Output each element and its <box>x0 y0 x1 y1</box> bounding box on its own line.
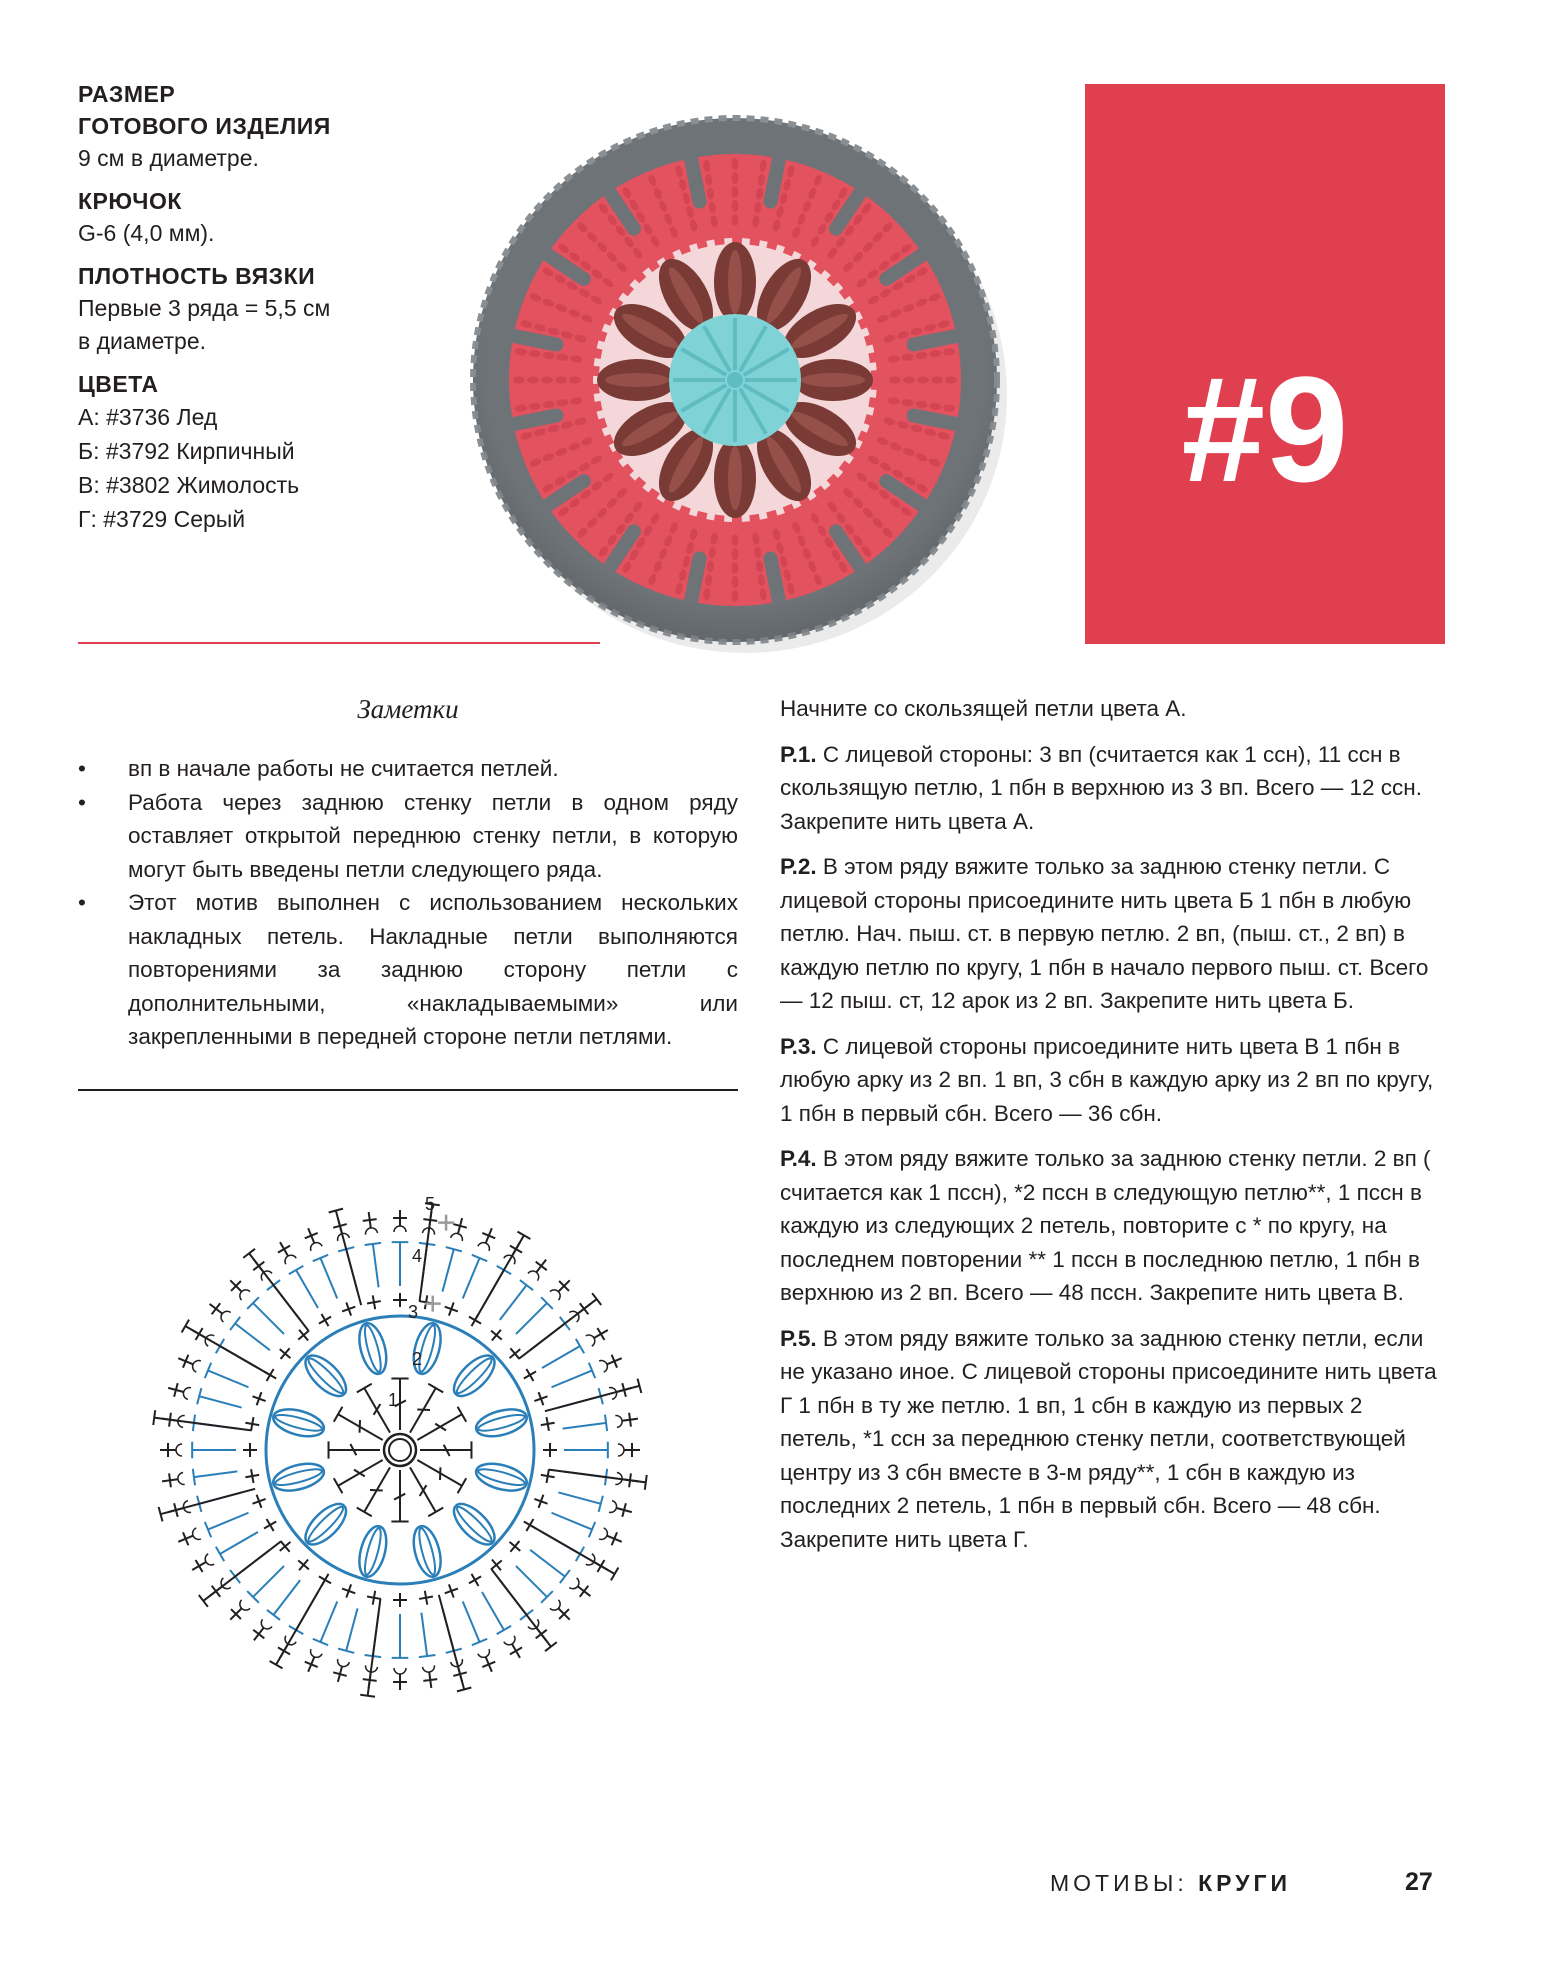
puff-symbol-inner <box>362 1324 384 1373</box>
row-label: Р.4. <box>780 1146 817 1171</box>
sc-symbol <box>225 1603 246 1624</box>
spike-dc <box>185 1326 270 1375</box>
sc-symbol <box>422 1671 438 1689</box>
note-item <box>78 752 738 786</box>
sc-symbol <box>465 1570 484 1589</box>
hdc-stitch <box>194 1471 238 1477</box>
hdc-top <box>560 1570 570 1583</box>
spike-dc <box>475 1235 524 1320</box>
bullet: • <box>78 890 86 915</box>
dc-top <box>458 1478 467 1493</box>
hdc-stitch <box>482 1592 504 1630</box>
spike-dc <box>160 1489 255 1514</box>
spike-dc <box>439 1595 464 1690</box>
sc-symbol <box>160 1443 176 1457</box>
note-text: Этот мотив выполнен с использованием нескольких накладных петель. Накладные петли выполняются повторениями за заднюю сторону петли с дополнительными, «накладываемыми» или закрепленными в передней стороне петли петлями. <box>128 890 738 1049</box>
instruction-row <box>780 1142 1445 1310</box>
spike-dc <box>249 1253 309 1331</box>
join-marker <box>438 1215 454 1231</box>
size-heading: РАЗМЕР <box>78 81 176 107</box>
back-loop-mark <box>259 1619 272 1631</box>
sc-symbol <box>573 1581 594 1602</box>
sc-symbol <box>393 1674 407 1690</box>
spike-dc-top <box>518 1232 531 1239</box>
back-loop-mark <box>309 1241 322 1251</box>
running-footer <box>1050 1870 1291 1897</box>
puff-symbol-inner <box>274 1412 323 1434</box>
spike-dc <box>491 1569 551 1647</box>
instruction-row <box>780 1322 1445 1557</box>
back-loop-mark <box>394 1668 406 1674</box>
back-loop-mark <box>586 1333 597 1346</box>
sc-symbol <box>248 1623 269 1644</box>
sc-symbol <box>540 1416 556 1432</box>
spike-dc <box>203 1541 281 1601</box>
sc-symbol <box>261 1515 280 1534</box>
hdc-stitch <box>373 1244 379 1288</box>
hdc-stitch <box>208 1513 249 1530</box>
sc-symbol <box>532 1492 550 1510</box>
specifications <box>78 78 438 536</box>
instructions-intro: Начните со скользящей петли цвета А. <box>780 696 1187 721</box>
sc-symbol <box>315 1311 334 1330</box>
sc-symbol <box>340 1582 358 1600</box>
sc-symbol <box>275 1344 295 1364</box>
spike-dc <box>336 1210 361 1305</box>
dc-top <box>334 1478 343 1493</box>
hdc-stitch <box>463 1602 480 1643</box>
sc-symbol <box>506 1640 526 1661</box>
row-label: Р.1. <box>780 741 817 767</box>
row-label: Р.3. <box>780 1033 817 1059</box>
hdc-stitch <box>500 1285 527 1320</box>
color-item: Б: #3792 Кирпичный <box>78 438 295 464</box>
sc-symbol <box>520 1365 539 1384</box>
hdc-stitch <box>516 1303 547 1334</box>
sc-symbol <box>250 1390 268 1408</box>
back-loop-mark <box>394 1226 406 1232</box>
hdc-stitch <box>346 1608 357 1651</box>
divider-black <box>78 1089 738 1091</box>
instructions <box>780 692 1445 1568</box>
back-loop-mark <box>176 1444 182 1456</box>
puff-symbol <box>299 1497 353 1551</box>
sc-symbol <box>166 1381 185 1399</box>
notes-list <box>78 752 738 1054</box>
dc-top <box>458 1407 467 1422</box>
sc-symbol <box>621 1412 639 1428</box>
size-heading-2: ГОТОВОГО ИЗДЕЛИЯ <box>78 113 331 139</box>
puff-symbol <box>409 1523 446 1579</box>
puff-symbol-inner <box>477 1466 526 1488</box>
hdc-stitch <box>530 1550 565 1577</box>
sc-symbol <box>294 1555 314 1575</box>
size-value: 9 см в диаметре. <box>78 145 259 171</box>
spike-dc <box>519 1299 597 1359</box>
bullet: • <box>78 756 86 781</box>
hdc-stitch <box>516 1566 547 1597</box>
sc-symbol <box>250 1492 268 1510</box>
sc-symbol <box>366 1294 382 1310</box>
dc-top <box>357 1508 372 1517</box>
hdc-top <box>605 1415 607 1431</box>
back-loop-mark <box>219 1309 231 1322</box>
motif-number-badge <box>1085 84 1445 644</box>
row-text: С лицевой стороны присоедините нить цвета В 1 пбн в любую арку из 2 вп. 1 вп, 3 сбн в каждую арку из 2 вп по кругу, 1 пбн в первый сбн. Всего — 36 сбн. <box>780 1033 1434 1126</box>
row-label-3: 3 <box>408 1302 419 1322</box>
sc-symbol <box>543 1443 557 1457</box>
note-text: Работа через заднюю стенку петли в одном ряду оставляет открытой переднюю стенку петли, в которую могут быть введены петли следующего ряда. <box>128 789 738 882</box>
color-item: А: #3736 Лед <box>78 404 218 430</box>
spike-dc-top <box>592 1293 601 1305</box>
note-item <box>78 886 738 1054</box>
sc-symbol <box>487 1555 507 1575</box>
crochet-chart <box>120 1170 680 1730</box>
hdc-stitch <box>558 1492 601 1503</box>
hdc-top <box>216 1547 224 1561</box>
sc-symbol <box>531 1255 552 1276</box>
note-item <box>78 786 738 887</box>
hook-value: G-6 (4,0 мм). <box>78 220 215 246</box>
spike-dc-top <box>360 1695 375 1697</box>
puff-symbol-inner <box>416 1527 438 1576</box>
sc-symbol <box>393 1593 407 1607</box>
hdc-top <box>193 1469 195 1485</box>
back-loop-mark <box>478 1649 491 1659</box>
hdc-top <box>419 1655 435 1657</box>
sc-symbol <box>624 1443 640 1457</box>
back-loop-mark <box>599 1359 609 1372</box>
crochet-motif-photo <box>455 100 1015 660</box>
hdc-stitch <box>552 1513 593 1530</box>
back-loop-mark <box>309 1649 322 1659</box>
spike-dc-top <box>153 1410 155 1425</box>
sc-symbol <box>274 1239 294 1260</box>
row-text: С лицевой стороны: 3 вп (считается как 1 ссн), 11 ссн в скользящую петлю, 1 пбн в верхнюю из 3 вп. Всего — 12 ссн. Закрепите нить цвета А. <box>780 741 1422 834</box>
row-label-5: 5 <box>425 1194 436 1214</box>
puff-symbol <box>355 1523 392 1579</box>
sc-symbol <box>393 1210 407 1226</box>
row-label-4: 4 <box>412 1246 423 1266</box>
sc-symbol <box>340 1300 358 1318</box>
sc-symbol <box>553 1603 574 1624</box>
note-text: вп в начале работы не считается петлей. <box>128 756 559 781</box>
hdc-stitch <box>273 1580 300 1615</box>
back-loop-mark <box>478 1241 491 1251</box>
sc-symbol <box>505 1344 525 1364</box>
bullet: • <box>78 789 86 815</box>
back-loop-mark <box>191 1528 201 1541</box>
spike-dc-top <box>270 1661 283 1668</box>
photo-shade <box>473 118 997 642</box>
motif-number: #9 <box>1181 345 1349 513</box>
notes-title: Заметки <box>357 694 459 724</box>
back-loop-mark <box>283 1253 296 1264</box>
hdc-top <box>267 1610 280 1620</box>
puff-symbol <box>473 1405 529 1442</box>
color-item: В: #3802 Жимолость <box>78 472 300 498</box>
hdc-stitch <box>253 1566 284 1597</box>
hdc-top <box>230 1317 240 1330</box>
hdc-top <box>497 1626 511 1634</box>
dc-top <box>334 1407 343 1422</box>
hdc-stitch <box>253 1303 284 1334</box>
row-label: Р.5. <box>780 1325 817 1351</box>
back-loop-mark <box>504 1636 517 1647</box>
sc-symbol <box>615 1501 634 1519</box>
hdc-stitch <box>296 1270 318 1308</box>
sc-symbol <box>205 1298 226 1319</box>
hook-heading: КРЮЧОК <box>78 188 182 214</box>
sc-symbol <box>553 1275 574 1296</box>
row-text: В этом ряду вяжите только за заднюю стенку петли. 2 вп ( считается как 1 пссн), *2 пссн в следующую петлю**, 1 пссн в каждую из следующих 2 петель, повторите с * по кругу, на последнем повторении ** 1 пссн в последнюю петлю, 1 пбн в верхнюю из 2 вп. Всего — 48 пссн. Закрепите нить цвета В. <box>780 1146 1431 1305</box>
color-item: Г: #3729 Серый <box>78 506 246 532</box>
dc-top <box>428 1508 443 1517</box>
spike-dc <box>276 1580 325 1665</box>
sc-symbol <box>505 1537 525 1557</box>
hdc-stitch <box>542 1346 580 1368</box>
instruction-row <box>780 738 1445 839</box>
back-loop-mark <box>618 1444 624 1456</box>
sc-symbol <box>362 1211 378 1229</box>
back-loop-mark <box>191 1359 201 1372</box>
puff-symbol <box>299 1349 353 1403</box>
puff-symbol-inner <box>274 1466 323 1488</box>
hdc-top <box>289 1266 303 1274</box>
gauge-value: Первые 3 ряда = 5,5 см <box>78 295 331 321</box>
spike-dc <box>530 1525 615 1574</box>
sc-symbol <box>189 1556 210 1576</box>
dc-top <box>428 1384 443 1393</box>
colors-heading: ЦВЕТА <box>78 371 159 397</box>
puff-symbol-inner <box>477 1412 526 1434</box>
hdc-stitch <box>563 1423 607 1429</box>
puff-symbol <box>270 1405 326 1442</box>
hdc-stitch <box>220 1532 258 1554</box>
chart-symbols <box>153 1203 646 1696</box>
magic-ring-inner <box>389 1439 411 1461</box>
spike-dc-top <box>545 1642 557 1651</box>
instruction-row <box>780 1030 1445 1131</box>
row-text: В этом ряду вяжите только за заднюю стенку петли, если не указано иное. С лицевой стороны присоедините нить цвета Г 1 пбн в ту же петлю. 1 вп, 1 сбн в каждую из первых 2 петель, *1 ссн за переднюю стенку петли, соответствующей центру из 3 сбн вместе в 3-м ряду**, 1 сбн в каждую из последних 2 петель, 1 пбн в первый сбн. Всего — 48 сбн. Закрепите нить цвета Г. <box>780 1325 1437 1552</box>
back-loop-mark <box>609 1501 618 1514</box>
page-number: 27 <box>1405 1868 1433 1896</box>
back-loop-mark <box>177 1473 185 1486</box>
spike-dc-top <box>611 1568 618 1581</box>
sc-symbol <box>243 1443 257 1457</box>
sc-symbol <box>590 1324 611 1344</box>
puff-symbol <box>473 1459 529 1496</box>
instruction-row <box>780 850 1445 1018</box>
hdc-top <box>520 1280 533 1290</box>
chain-arc-ring <box>266 1316 534 1584</box>
hdc-top <box>576 1339 584 1353</box>
dc-top <box>357 1384 372 1393</box>
back-loop-mark <box>365 1227 378 1235</box>
sc-symbol <box>393 1293 407 1307</box>
back-loop-mark <box>423 1665 436 1673</box>
row-label: Р.2. <box>780 854 817 879</box>
spike-dc-top <box>645 1475 647 1490</box>
spike-dc-top <box>243 1249 255 1258</box>
sc-symbol <box>418 1590 434 1606</box>
sc-symbol <box>532 1390 550 1408</box>
row-label-2: 2 <box>412 1349 423 1369</box>
sc-symbol <box>275 1537 295 1557</box>
gauge-value-2: в диаметре. <box>78 328 207 354</box>
back-loop-mark <box>615 1415 623 1428</box>
sc-symbol <box>487 1325 507 1345</box>
puff-symbol <box>270 1459 326 1496</box>
hdc-top <box>365 1243 381 1245</box>
puff-symbol-inner <box>362 1527 384 1576</box>
sc-symbol <box>451 1216 469 1235</box>
sc-symbol <box>442 1582 460 1600</box>
hdc-stitch <box>421 1613 427 1657</box>
footer-section-bold: КРУГИ <box>1198 1870 1292 1896</box>
spike-dc-top <box>199 1595 208 1607</box>
hdc-stitch <box>320 1602 337 1643</box>
hdc-stitch <box>320 1258 337 1299</box>
back-loop-mark <box>451 1232 464 1241</box>
sc-symbol <box>244 1468 260 1484</box>
back-loop-mark <box>599 1528 609 1541</box>
back-loop-mark <box>182 1386 191 1399</box>
color-list <box>78 400 438 536</box>
sc-symbol <box>442 1300 460 1318</box>
hdc-stitch <box>235 1323 270 1350</box>
spike-dc <box>545 1386 640 1411</box>
row-text: В этом ряду вяжите только за заднюю стенку петли. С лицевой стороны присоедините нить цвета Б 1 пбн в любую петлю. Нач. пыш. ст. в первую петлю. 2 вп, (пыш. ст., 2 вп) в каждую петлю по кругу, 1 пбн в начало первого пыш. ст. Всего — 12 пыш. ст, 12 арок из 2 вп. Закрепите нить цвета Б. <box>780 854 1429 1013</box>
back-loop-mark <box>528 1269 541 1281</box>
gauge-heading: ПЛОТНОСТЬ ВЯЗКИ <box>78 263 316 289</box>
sc-symbol <box>225 1275 246 1296</box>
back-loop-mark <box>336 1659 349 1668</box>
spike-dc-top <box>182 1320 189 1333</box>
puff-symbol <box>447 1497 501 1551</box>
sc-symbol <box>161 1472 179 1488</box>
back-loop-mark <box>569 1578 581 1591</box>
puff-symbol <box>355 1320 392 1376</box>
sc-symbol <box>331 1665 349 1684</box>
row-label-1: 1 <box>388 1390 399 1410</box>
hdc-stitch <box>463 1258 480 1299</box>
hdc-stitch <box>442 1249 453 1292</box>
sc-symbol <box>294 1325 314 1345</box>
puff-symbol <box>447 1349 501 1403</box>
divider-red <box>78 642 600 644</box>
footer-section: МОТИВЫ: <box>1050 1870 1188 1896</box>
hdc-stitch <box>199 1396 242 1407</box>
hdc-stitch <box>552 1370 593 1387</box>
back-loop-mark <box>203 1554 214 1567</box>
hdc-stitch <box>208 1370 249 1387</box>
